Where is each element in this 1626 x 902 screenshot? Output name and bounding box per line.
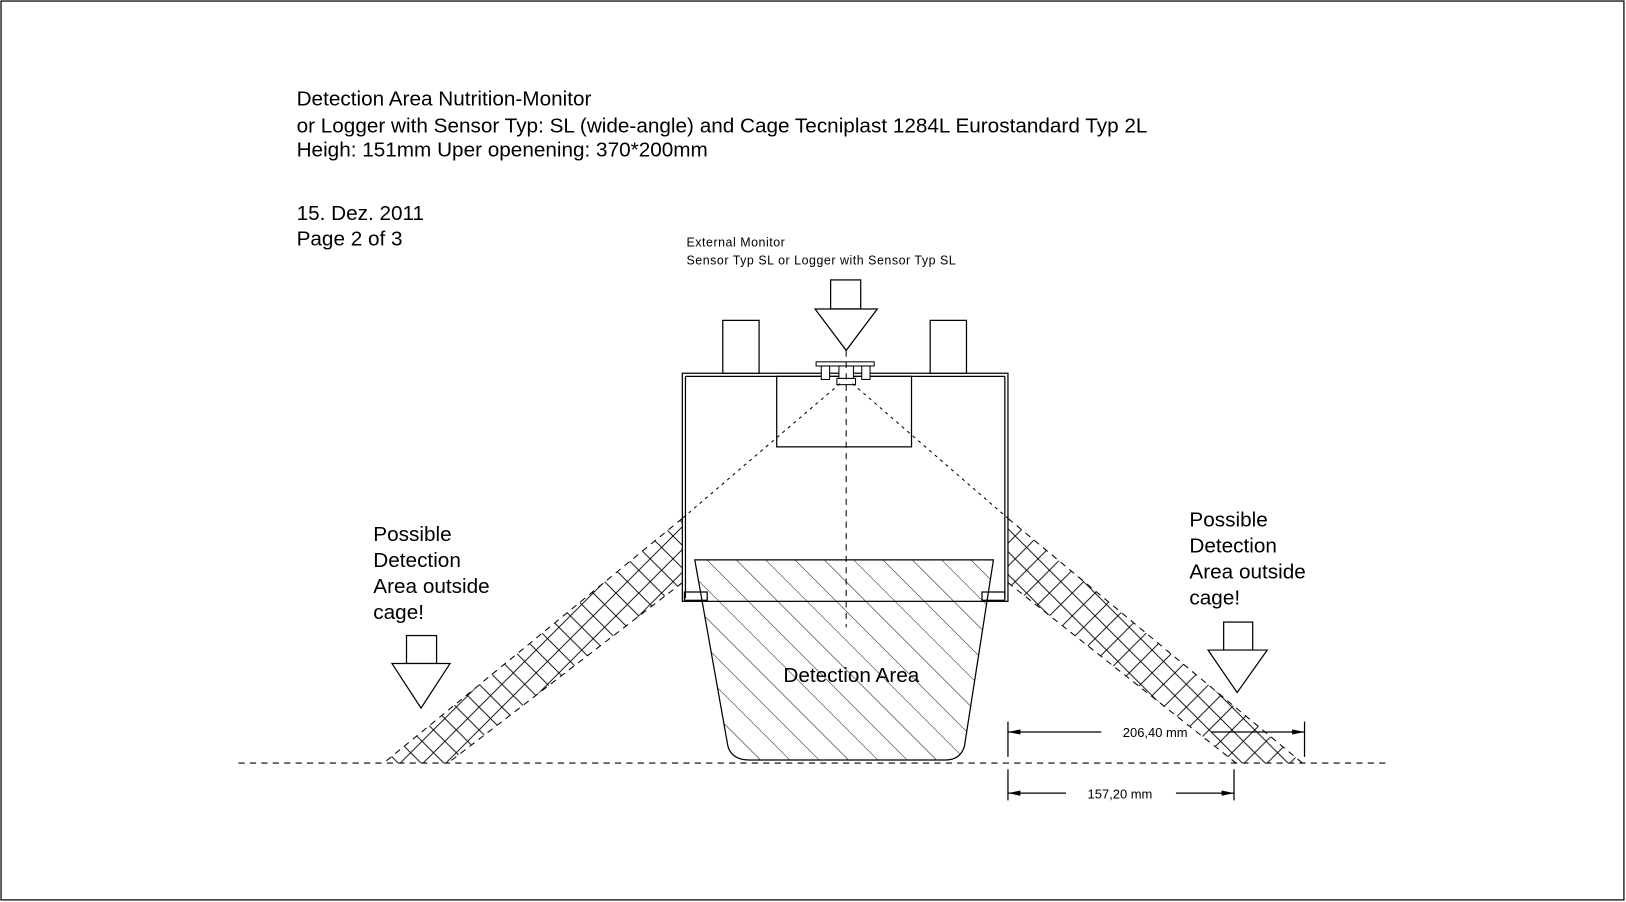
title-line-3: Heigh: 151mm Uper openening: 370*200mm [296, 138, 708, 162]
detection-area [695, 560, 994, 760]
date-text: 15. Dez. 2011 [296, 201, 425, 225]
label-line: Area outside [1189, 560, 1306, 584]
cage-clip-left [723, 320, 759, 373]
label-line: Detection [373, 549, 461, 573]
label-line: cage! [1189, 586, 1241, 610]
page-number: Page 2 of 3 [296, 227, 403, 251]
label-line: cage! [373, 600, 425, 624]
label-line: Possible [1189, 508, 1268, 532]
detection-area-label: Detection Area [783, 664, 920, 688]
cage-clip-right [930, 320, 966, 373]
dimension-lower-value: 157,20 mm [1087, 786, 1153, 802]
sensor-label-line-2: Sensor Typ SL or Logger with Sensor Typ SL [686, 253, 957, 268]
label-line: Possible [373, 523, 452, 547]
sensor-label-line-1: External Monitor [686, 235, 786, 250]
dimension-upper-value: 206,40 mm [1122, 725, 1188, 741]
label-line: Detection [1189, 534, 1277, 558]
label-line: Area outside [373, 575, 490, 599]
title-line-2: or Logger with Sensor Typ: SL (wide-angle) and Cage Tecniplast 1284L Eurostandard Typ 2L [296, 114, 1148, 138]
title-line-1: Detection Area Nutrition-Monitor [296, 87, 592, 111]
